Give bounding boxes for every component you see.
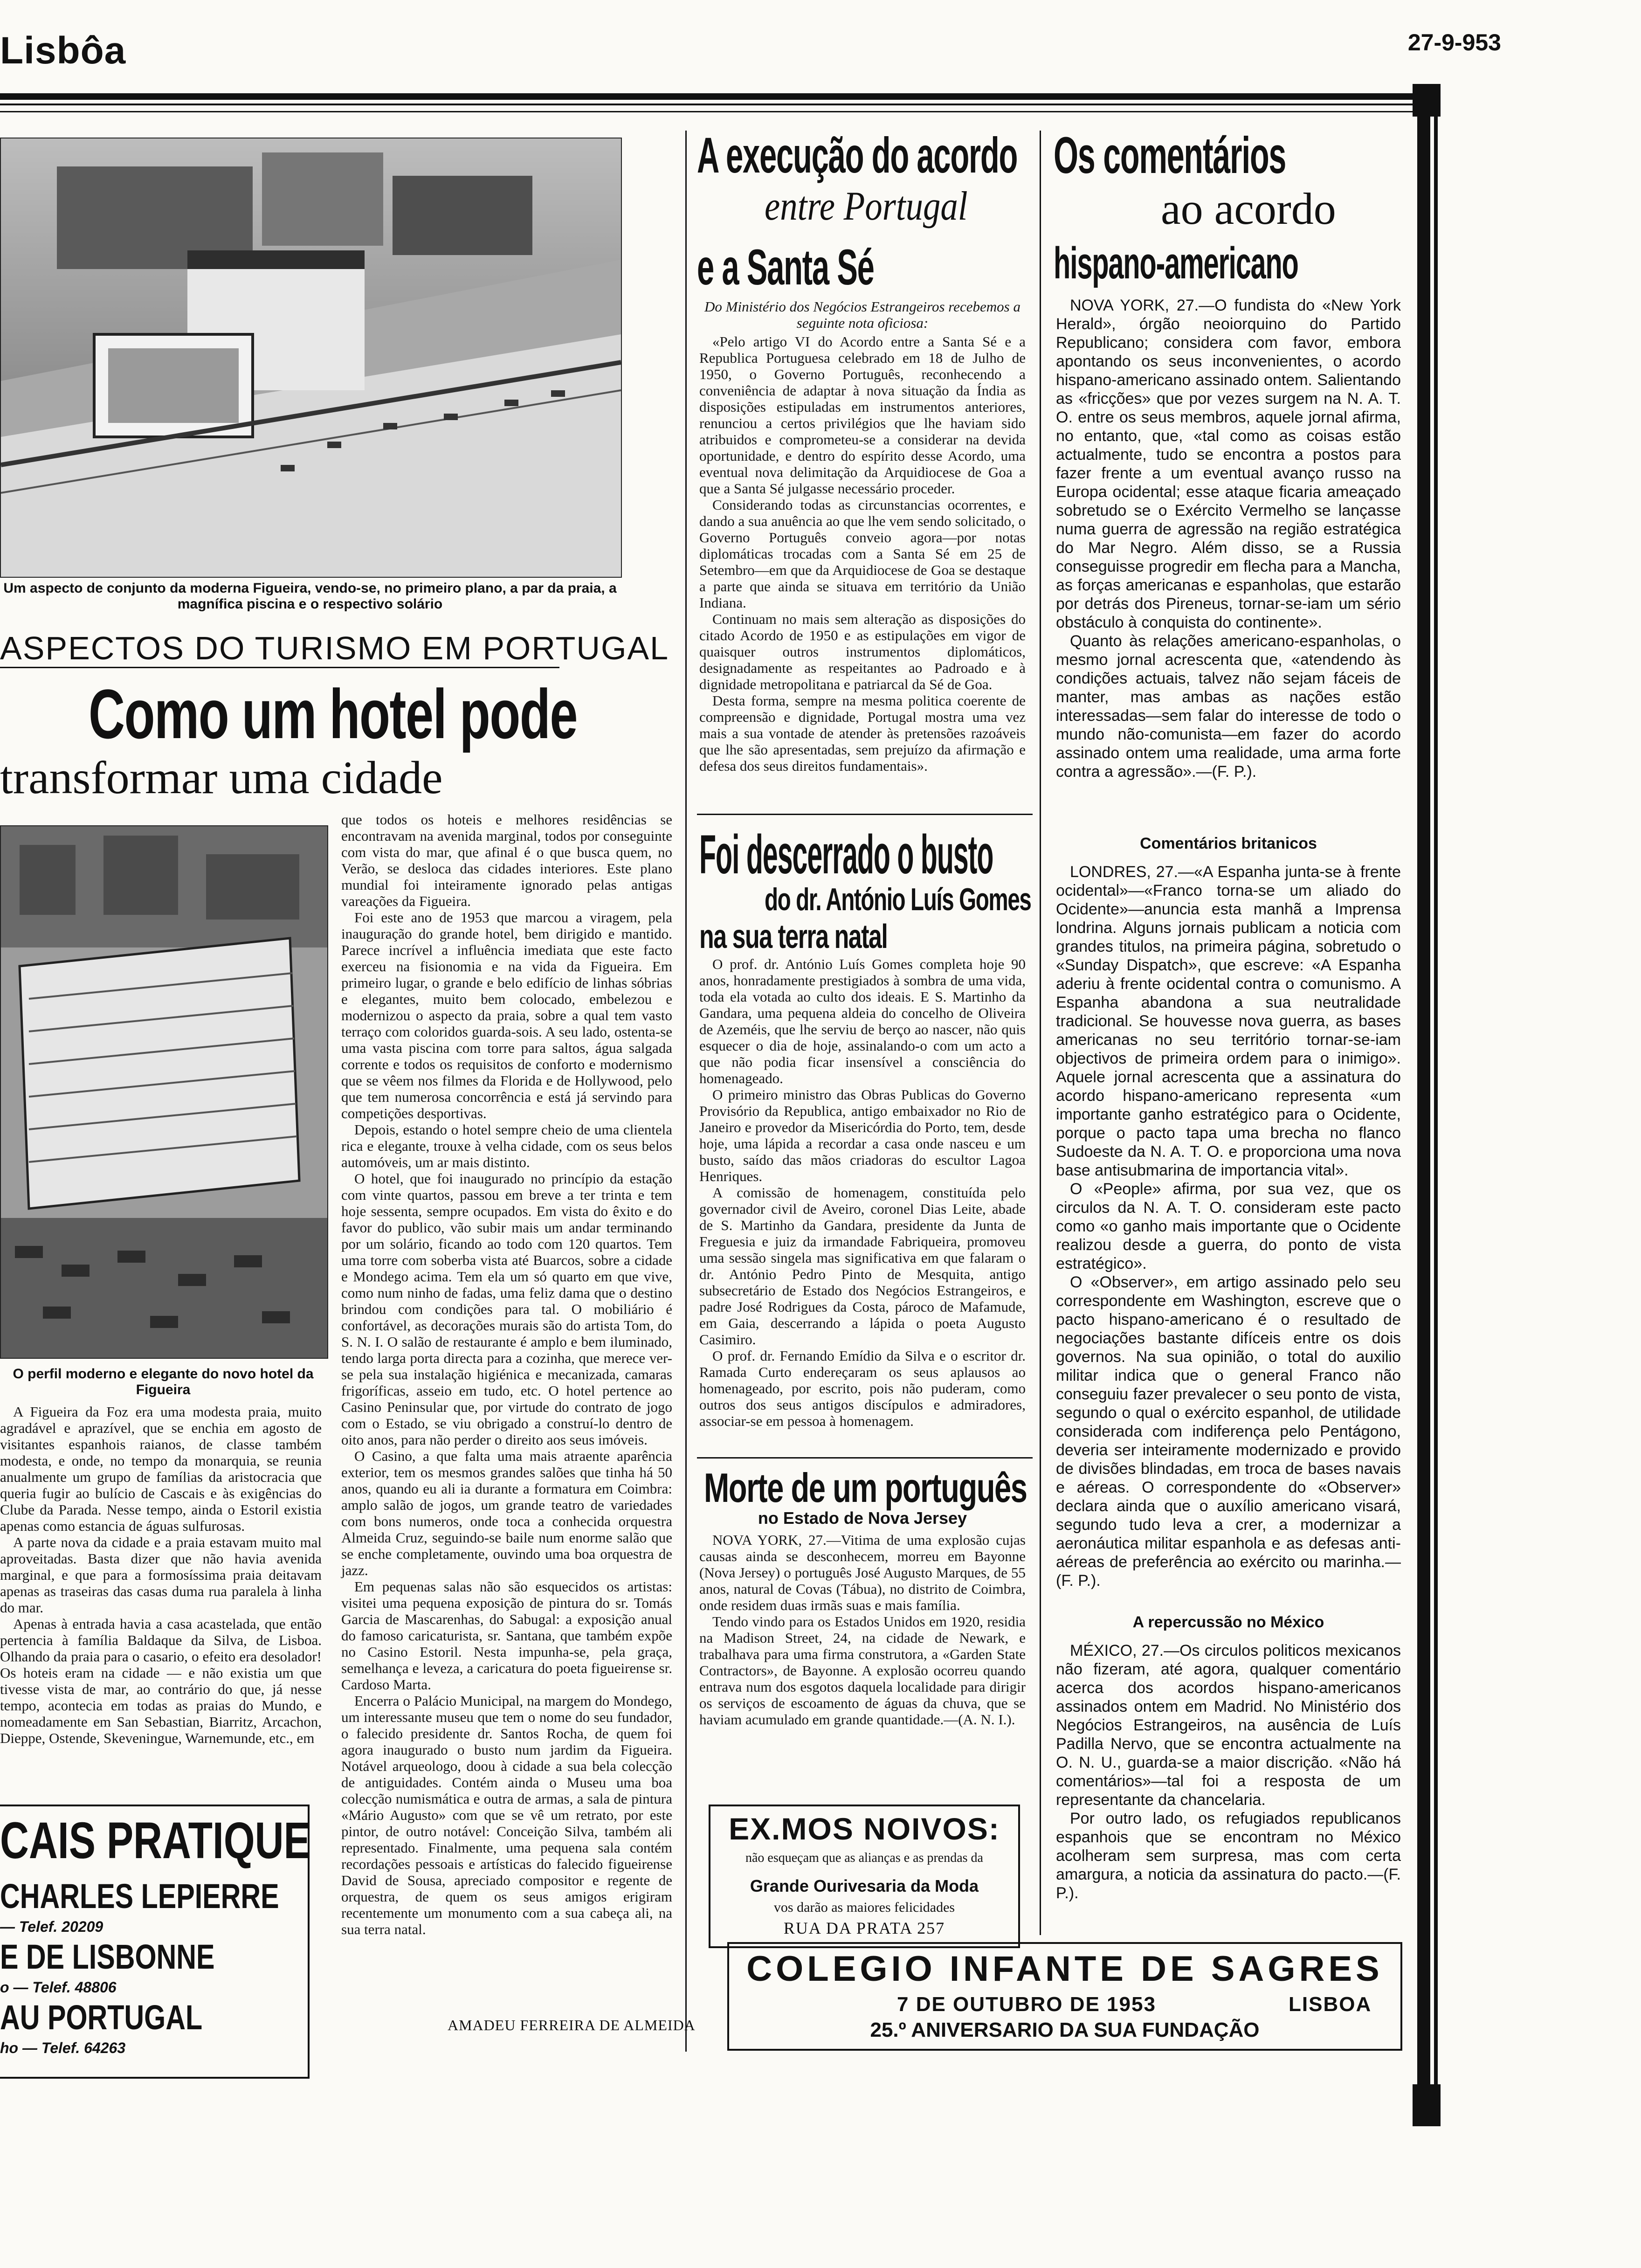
masthead-date: 27-9-953 <box>1407 29 1501 55</box>
tourism-subheadline: transformar uma cidade <box>0 752 443 803</box>
comentarios-subhead-mexico: A repercussão no México <box>1132 1613 1324 1631</box>
photo2-caption: O perfil moderno e elegante do novo hotel da Figueira <box>13 1366 314 1397</box>
comentarios-title-1: Os comentários <box>1054 127 1286 184</box>
photo-hotel <box>0 825 328 1359</box>
busto-title-3: na sua terra natal <box>699 918 888 955</box>
comentarios-title-3: hispano-americano <box>1054 238 1298 288</box>
photo1-caption: Um aspecto de conjunto da moderna Figueira, vendo-se, no primeiro plano, a par da praia, a magnífica piscina e o respectivo solário <box>3 581 617 612</box>
comentarios-para: Por outro lado, os refugiados republicanos espanhois que se encontram no México acolheram sem surpresa, mas com certa amargura, a noticia da assinatura do pacto.—(F. P.). <box>1056 1810 1401 1902</box>
column-rule-right <box>1040 131 1041 1935</box>
tourism-col2-para: Depois, estando o hotel sempre cheio de uma clientela rica e elegante, trouxe à velha cidade, com os seus belos automóveis, um ar mais distinto. <box>341 1121 672 1170</box>
comentarios-para: Quanto às relações americano-espanholas, o mesmo jornal acrescenta que, «atendendo às condições actuais, talvez não sejam fáceis de manter, mas ambas as nações estão interessadas—sem falar do interesse de todo o mundo não-comunista—em fazer do acordo assinado ontem uma realidade, uma arma forte contra a agressão».—(F. P.). <box>1056 632 1401 781</box>
morte-para: NOVA YORK, 27.—Vitima de uma explosão cujas causas ainda se desconhecem, morreu em Bayonne (Nova Jersey) o português José Augusto Marques, de 55 anos, natural de Covas (Tábua), no distrito de Coimbra, onde residem duas irmãs suas e mais família. <box>699 1532 1026 1613</box>
left-advert-box <box>0 1805 310 2079</box>
kicker-underline <box>0 667 559 668</box>
noivos-line-3: vos darão as maiores felicidades <box>773 1900 955 1915</box>
advert-line-5: o — Telef. 48806 <box>0 1979 117 1996</box>
busto-para: A comissão de homenagem, constituída pelo governador civil de Aveiro, coronel Dias Leite, abade de S. Martinho da Gandara, presidente da Junta de Freguesia e juiz da irmandade Fabriqueira, promoveu uma sessão singela mas significativa em que falaram o dr. António Pedro Pinto de Mesquita, antigo subsecretário de Estado dos Negócios Estrangeiros, e padre José Rodrigues da Costa, pároco de Mafamude, em Gaia, descerrando a lápida o poeta Augusto Casimiro. <box>699 1184 1026 1348</box>
acordo-title-1: A execução do acordo <box>697 127 1018 183</box>
tourism-col2-para: Foi este ano de 1953 que marcou a viragem, pela inauguração do grande hotel, bem dirigido e mantido. Parece incrível a influência imediata que este facto exerceu na fisionomia e na vida da Figueira. Em primeiro lugar, o grande e belo edifício de linhas sóbrias e elegantes, muito bem colocado, embelezou e modernizou o aspecto da praia, sobre a qual tem vasto terraço com coloridos guarda-sois. A seu lado, ostenta-se uma vasta piscina com torre para saltos, água salgada corrente e todos os requisitos de conforto e modernismo que se vêem nos filmes da Florida e de Hollywood, pelo que tem numerosa concorrência e está já servindo para competições desportivas. <box>341 909 672 1121</box>
comentarios-para: O «Observer», em artigo assinado pelo seu correspondente em Washington, escreve que o pacto hispano-americano é o resultado de negociações bastante difíceis entre os dois governos. Na sua opinião, o total do auxilio militar indica que o general Franco não conseguiu fazer prevalecer o seu ponto de vista, segundo o qual o exército espanhol, de utilidade considerada com indiferença pelo Pentágono, deveria ser inteiramente modernizado e provido de divisões blindadas, em troca de bases navais e aéreas. O correspondente do «Observer» declara ainda que o auxílio americano visará, segundo tudo leva a crer, a modernizar a aeronáutica militar espanhola e as defesas anti-aéreas de preferência ao exército ou marinha.—(F. P.). <box>1056 1273 1401 1590</box>
colegio-anniversary: 25.º ANIVERSARIO DA SUA FUNDAÇÃO <box>870 2019 1260 2041</box>
acordo-title-3: e a Santa Sé <box>697 239 874 295</box>
tourism-col1-para: A Figueira da Foz era uma modesta praia, muito agradável e aprazível, que se enchia em agosto de visitantes espanhois raianos, de classe também modesta, e onde, no tempo da monarquia, se reunia anualmente um grupo de famílias da aristocracia que queria fugir ao bulício de Cascais e às exigências do Clube da Parada. Nesse tempo, ainda o Estoril existia apenas como estancia de águas sulfurosas. <box>0 1404 322 1534</box>
comentarios-para: LONDRES, 27.—«A Espanha junta-se à frente ocidental»—«Franco torna-se um aliado do Ocidente»—anuncia esta manhã a Imprensa londrina. Alguns jornais publicam a noticia com grandes titulos, na primeira página, sobretudo o «Sunday Dispatch», que escreve: «A Espanha aderiu à frente ocidental contra o comunismo. A Espanha abandona a sua neutralidade tradicional. Se houvesse nova guerra, as bases americanas no seu território tornar-se-iam objectivos de primeira ordem para o inimigo». Aquele jornal acrescenta que a assinatura do acordo hispano-americano representa «um importante ganho estratégico para o Ocidente, porque o pacto tapa uma brecha no flanco Sudoeste da N. A. T. O. e proporciona uma nova base antisubmarina de importancia vital». <box>1056 863 1401 1179</box>
comentarios-para: NOVA YORK, 27.—O fundista do «New York Herald», órgão neoiorquino do Partido Republicano; considera com favor, embora apontando os seus inconvenientes, o acordo hispano-americano assinado ontem. Salientando as «fricções» que por vezes surgem na N. A. T. O. entre os seus membros, aquele jornal afirma, no entanto, que, «tal como as coisas estão actualmente, tudo se encontra a postos para fazer frente a um eventual avanço russo na Europa ocidental; esse ataque ficaria ameaçado sobretudo se o Exército Vermelho se lançasse numa guerra de agressão na região estratégica do Mar Negro. Além disso, se a Russia conseguisse progredir em flecha para a Mancha, as forças americanas e espanholas, que estarão por detrás dos Pireneus, tornar-se-iam um sério obstáculo à conquista do continente». <box>1056 297 1401 631</box>
right-border-thin <box>1434 84 1438 2126</box>
morte-para: Tendo vindo para os Estados Unidos em 1920, residia na Madison Street, 24, na cidade de Newark, e trabalhava para uma firma construtora, a «Garden State Contractors», de Bayonne. A explosão ocorreu quando entrava num dos esgotos daquela localidade para dirigir os serviços de escoamento de águas da chuva, que se haviam acumulado em grande quantidade.—(A. N. I.). <box>699 1613 1026 1728</box>
acordo-para: «Pelo artigo VI do Acordo entre a Santa Sé e a Republica Portuguesa celebrado em 18 de Julho de 1950, o Governo Português, reconhecendo a conveniência de adaptar à nova situação da Índia as disposições estipuladas em instrumentos anteriores, renunciou a certos privilégios que lhe haviam sido atribuidos e comprometeu-se a considerar na devida oportunidade, e dentro do espírito desse Acordo, uma eventual nova delimitação da Arquidiocese de Goa a que a Santa Sé julgasse necessário proceder. <box>699 333 1026 497</box>
noivos-line-4: RUA DA PRATA 257 <box>783 1919 945 1937</box>
tourism-col2-para: Em pequenas salas não são esquecidos os artistas: visitei uma pequena exposição de pintura do sr. Tomás Garcia de Mascarenhas, do Sabugal: a exposição anual do famoso caricaturista, sr. Santana, que também expõe no Casino Estoril. Nesta impunha-se, pela graça, semelhança e leveza, a caricatura do poeta figueirense sr. Cardoso Marta. <box>341 1578 672 1693</box>
photo-figueira-aerial <box>0 138 622 578</box>
tourism-col2-para: O hotel, que foi inaugurado no princípio da estação com vinte quartos, passou em breve a ter trinta e tem hoje sessenta, sempre ocupados. Em vista do êxito e do favor do publico, vão subir mais um andar terminando por um solário, ficando ao todo com 120 quartos. Tem uma torre com soberba vista até Buarcos, sobre a cidade e Mondego acima. Tem ela um só quarto em que vive, como num ninho de fadas, uma feliz dama que o destino brindou com condições para tal. O mobiliário é confortável, as decorações murais são do artista Tom, do S. N. I. O salão de restaurante é amplo e bem iluminado, tendo larga porta directa para a cozinha, que merece ver-se pela sua instalação higiénica e mecanizada, camaras frigoríficas, asseio em tudo, etc. O hotel pertence ao Casino Peninsular que, por virtude do contrato de jogo com o Estado, se viu obrigado a construí-lo dentro de oito anos, para não perder o direito aos seus imóveis. <box>341 1170 672 1448</box>
advert-line-2: CHARLES LEPIERRE <box>0 1877 279 1915</box>
busto-para: O prof. dr. António Luís Gomes completa hoje 90 anos, honradamente prestigiados à sombra de uma vida, toda ela votada ao culto dos ideais. E S. Martinho da Gandara, uma pequena aldeia do concelho de Oliveira de Azeméis, que lhe serviu de berço ao nascer, não quis esquecer o dia de hoje, assinalando-o com um acto a que não podia ficar insensível a consciência do homenageado. <box>699 956 1026 1086</box>
advert-line-6: AU PORTUGAL <box>0 1998 203 2037</box>
acordo-intro: Do Ministério dos Negócios Estrangeiros recebemos a seguinte nota oficiosa: <box>704 298 1020 331</box>
aerial-city-image <box>1 138 621 577</box>
acordo-para: Desta forma, sempre na mesma politica coerente de compreensão e dignidade, Portugal mostra uma vez mais a sua vontade de atender às pretensões razoáveis que lhe são apresentadas, sem prejuízo da afirmação e defesa dos seus direitos fundamentais». <box>699 692 1026 774</box>
busto-bottom-rule <box>697 1457 1033 1459</box>
masthead-rule-thin <box>0 104 1417 105</box>
noivos-advert <box>709 1805 1020 1948</box>
hotel-image <box>1 826 327 1358</box>
masthead-city: Lisbôa <box>0 29 126 72</box>
colegio-advert <box>727 1942 1402 2051</box>
tourism-col2-para: Encerra o Palácio Municipal, na margem do Mondego, um interessante museu que tem o nome do seu fundador, o falecido presidente dr. Santos Rocha, de quem foi agora inaugurado o busto num jardim da Figueira. Notável arqueologo, doou à cidade a sua bela colecção de antiguidades. Contém ainda o Museu uma boa colecção numismática e outra de armas, a sala de pintura «Mário Augusto» com que se vê um retrato, por este pintor, de outro notável: Conceição Silva, também ali representado. Finalmente, uma pequena sala contém recordações pessoais e artísticas do falecido figueirense David de Sousa, apreciado compositor e regente de orquestra, de quem os seus amigos erigiram recentemente um monumento com a sua cabeça ali, na sua terra natal. <box>341 1693 672 1937</box>
tourism-column-1 <box>0 1404 322 1791</box>
busto-body <box>699 956 1026 1445</box>
morte-body <box>699 1532 1026 1793</box>
tourism-headline: Como um hotel pode <box>89 675 578 753</box>
acordo-para: Continuam no mais sem alteração as disposições do citado Acordo de 1950 e as estipulações em vigor de quaisquer outros instrumentos diplomáticos, designadamente as respeitantes ao Padroado e à dignidade metropolitana e patriarcal da Sé de Goa. <box>699 611 1026 692</box>
advert-line-3: — Telef. 20209 <box>0 1918 103 1935</box>
comentarios-para: MÉXICO, 27.—Os circulos politicos mexicanos não fizeram, até agora, qualquer comentário acerca dos acordos hispano-americanos assinados ontem em Madrid. No Ministério dos Negócios Estrangeiros, na ausência de Luís Padilla Nervo, que se encontra actualmente na O. N. U., guarda-se a maior discrição. «Não há comentários»—tal foi a resposta de um representante da chancelaria. <box>1056 1642 1401 1809</box>
tourism-author: AMADEU FERREIRA DE ALMEIDA <box>448 2017 696 2033</box>
acordo-para: Considerando todas as circunstancias ocorrentes, e dando a sua anuência ao que lhe vem sendo solicitado, o Governo Português conveio agora—por notas diplomáticas trocadas com a Santa Sé em 25 de Setembro—em que da Arquidiocese de Goa se destaque a parte que ainda se situava em território da União Indiana. <box>699 497 1026 611</box>
comentarios-body-2 <box>1056 863 1401 1611</box>
busto-title-1: Foi descerrado o busto <box>699 824 993 885</box>
colegio-title: COLEGIO INFANTE DE SAGRES <box>746 1949 1383 1989</box>
tourism-kicker: ASPECTOS DO TURISMO EM PORTUGAL <box>0 630 669 666</box>
noivos-line-2: Grande Ourivesaria da Moda <box>750 1876 979 1895</box>
morte-title: Morte de um português <box>704 1465 1027 1511</box>
advert-line-7: ho — Telef. 64263 <box>0 2040 126 2056</box>
comentarios-body-1 <box>1056 296 1401 821</box>
acordo-title-2: entre Portugal <box>765 184 968 229</box>
tourism-col1-para: A parte nova da cidade e a praia estavam muito mal aproveitadas. Basta dizer que não havia avenida marginal, e que para a formosíssima praia deitavam apenas as traseiras das casas duma rua paralela à linha do mar. <box>0 1534 322 1616</box>
tourism-col2-para: que todos os hoteis e melhores residências se encontravam na avenida marginal, todos por conseguinte com vista do mar, que afinal é o que busca quem, no Verão, se desloca das cidades interiores. Este plano mundial foi inteiramente ignorado pelas antigas vareações da Figueira. <box>341 811 672 909</box>
busto-para: O prof. dr. Fernando Emídio da Silva e o escritor dr. Ramada Curto endereçaram os seus aplausos ao homenageado, por escrito, pois não puderam, como outros dos seus antigos discípulos e admiradores, associar-se em pessoa à homenagem. <box>699 1348 1026 1429</box>
acordo-body <box>699 333 1026 809</box>
right-border-thick <box>1417 84 1430 2126</box>
noivos-line-1: não esqueçam que as alianças e as prendas da <box>745 1851 983 1865</box>
acordo-bottom-rule <box>697 814 1033 815</box>
colegio-date: 7 DE OUTUBRO DE 1953 <box>897 1993 1156 2016</box>
tourism-col2-para: O Casino, a que falta uma mais atraente aparência exterior, tem os mesmos grandes salões que tinha há 50 anos, quando eu ali ia durante a formatura em Coimbra: amplo salão de jogos, um grande teatro de variedades com bons numeros, onde toca a conhecida orquestra Almeida Cruz, seguindo-se baile num enorme salão que se enche completamente, ouvindo uma boa orquestra de jazz. <box>341 1448 672 1578</box>
advert-line-1: CAIS PRATIQUE <box>0 1812 310 1869</box>
busto-para: O primeiro ministro das Obras Publicas do Governo Provisório da Republica, antigo embaixador no Rio de Janeiro e provedor da Misericórdia do Porto, tem, desde hoje, uma lápida a recordar a casa onde nasceu e um busto, saído das mãos criadoras do escultor Lagoa Henriques. <box>699 1086 1026 1184</box>
colegio-city: LISBOA <box>1289 1993 1372 2016</box>
busto-title-2: do dr. António Luís Gomes <box>765 882 1031 917</box>
advert-line-4: E DE LISBONNE <box>0 1937 215 1976</box>
masthead-rule-thin2 <box>0 111 1417 112</box>
masthead-rule-thick <box>0 93 1417 100</box>
noivos-title: EX.MOS NOIVOS: <box>729 1812 1000 1846</box>
comentarios-body-3 <box>1056 1641 1401 1902</box>
morte-subtitle: no Estado de Nova Jersey <box>758 1508 967 1528</box>
comentarios-para: O «People» afirma, por sua vez, que os circulos da N. A. T. O. consideram este pacto como «o ganho mais importante que o Ocidente realizou desde a guerra, do ponto de vista estratégico». <box>1056 1180 1401 1272</box>
comentarios-subhead-britanicos: Comentários britanicos <box>1140 835 1317 852</box>
right-border-tab-bottom <box>1413 2084 1441 2126</box>
right-border-tab-top <box>1413 84 1441 117</box>
tourism-column-2 <box>341 811 672 2005</box>
tourism-col1-para: Apenas à entrada havia a casa acastelada, que então pertencia à família Baldaque da Silva, de Lisboa. Olhando da praia para o casario, o efeito era desolador! Os hoteis eram na cidade — e não existia um que tivesse vista de mar, ao contrário do que, já nesse tempo, acontecia em todas as praias do Mundo, e nomeadamente em San Sebastian, Biarritz, Arcachon, Dieppe, Ostende, Skeveningue, Warnemunde, etc., em <box>0 1616 322 1746</box>
comentarios-title-2: ao acordo <box>1161 184 1336 234</box>
column-rule-left <box>685 131 687 2052</box>
